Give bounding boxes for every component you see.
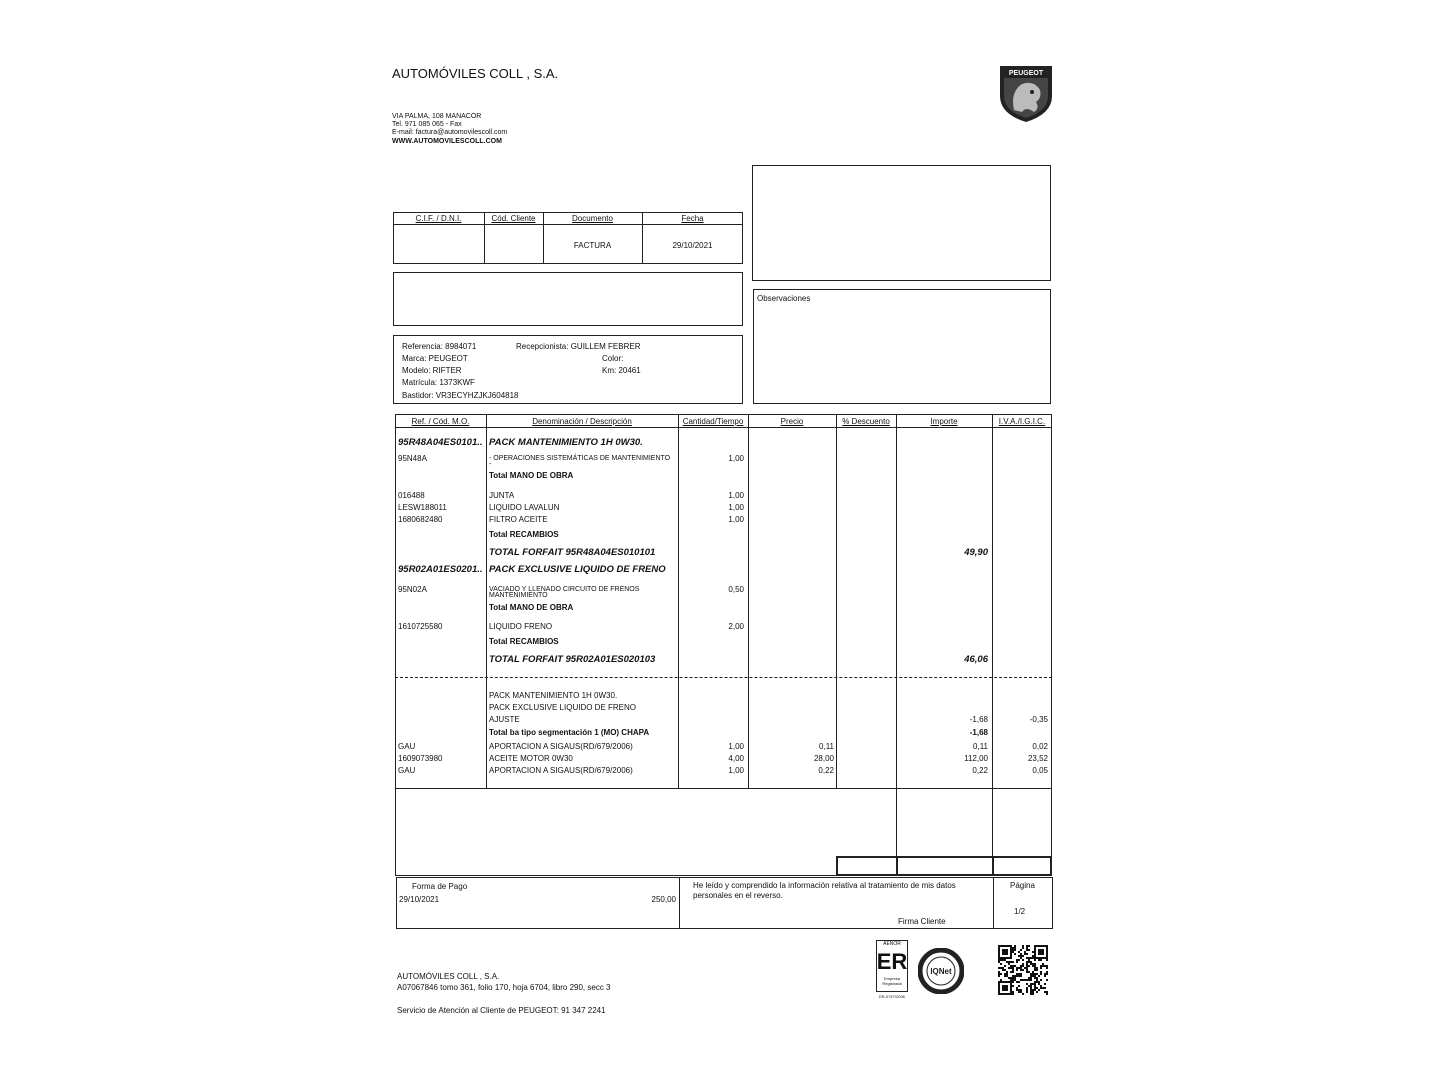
vehicle-km: Km: 20461	[602, 366, 641, 375]
qr-code-icon	[998, 945, 1048, 995]
cell-desc: APORTACION A SIGAUS(RD/679/2006)	[489, 742, 633, 751]
cell-desc: - OPERACIONES SISTEMÁTICAS DE MANTENIMIENTO	[489, 455, 671, 462]
cliente-label: Cód. Cliente	[491, 214, 536, 223]
company-address: VIA PALMA, 108 MANACOR	[392, 113, 482, 120]
cell-qty: 1,00	[728, 491, 744, 500]
fecha-label: Fecha	[681, 214, 704, 223]
payment-date: 29/10/2021	[399, 895, 440, 904]
company-tel: Tel. 971 085 065 - Fax	[392, 121, 462, 128]
company-name: AUTOMÓVILES COLL , S.A.	[392, 66, 559, 81]
cell-desc-line2: -	[489, 461, 492, 468]
documento-value: FACTURA	[573, 241, 612, 250]
cell-ref: 1680682480	[398, 515, 443, 524]
cell-importe: -1,68	[969, 728, 988, 737]
cell-desc: Total ba tipo segmentación 1 (MO) CHAPA	[489, 728, 650, 737]
cell-desc: PACK MANTENIMIENTO 1H 0W30.	[489, 437, 643, 448]
cell-ref: 95R48A04ES0101..	[398, 437, 483, 448]
peugeot-lion-logo	[996, 62, 1056, 124]
aenor-cert-icon: AENOR ER Empresa Registrada ER-0747/2006	[876, 941, 908, 999]
address-box	[752, 165, 1051, 281]
totals-row	[836, 856, 1052, 876]
cell-iva: -0,35	[1029, 715, 1048, 724]
observaciones-box	[753, 289, 1051, 404]
observaciones-label: Observaciones	[757, 294, 811, 303]
logo-brand: PEUGEOT	[1008, 70, 1044, 77]
payment-amount: 250,00	[651, 895, 676, 904]
client-box	[393, 272, 743, 326]
cell-desc: ACEITE MOTOR 0W30	[489, 754, 573, 763]
cell-qty: 1,00	[728, 766, 744, 775]
cell-desc: Total RECAMBIOS	[489, 530, 559, 539]
cell-ref: 1610725580	[398, 622, 443, 631]
privacy-text: He leído y comprendido la información relativa al tratamiento de mis datos	[693, 881, 956, 890]
cell-precio: 0,22	[818, 766, 834, 775]
section-divider	[395, 677, 1052, 678]
pagina-value: 1/2	[1014, 907, 1026, 916]
col-importe: Importe	[930, 417, 958, 426]
cell-ref: 95R02A01ES0201..	[398, 564, 483, 575]
cell-importe: 0,22	[972, 766, 988, 775]
cell-desc: APORTACION A SIGAUS(RD/679/2006)	[489, 766, 633, 775]
vehicle-matricula: Matrícula: 1373KWF	[402, 378, 475, 387]
footer-registry: A07067846 tomo 361, folio 170, hoja 6704, libro 290, secc 3	[397, 983, 611, 992]
col-iva: I.V.A./I.G.I.C.	[998, 417, 1046, 426]
cell-desc: Total MANO DE OBRA	[489, 471, 574, 480]
cell-desc: PACK EXCLUSIVE LIQUIDO DE FRENO	[489, 564, 666, 575]
cif-label: C.I.F. / D.N.I.	[415, 214, 462, 223]
company-web: WWW.AUTOMOVILESCOLL.COM	[392, 138, 502, 145]
col-qty: Cantidad/Tiempo	[682, 417, 744, 426]
payment-label: Forma de Pago	[412, 882, 468, 891]
col-descuento: % Descuento	[842, 417, 890, 426]
cell-ref: 016488	[398, 491, 425, 500]
cell-precio: 28,00	[813, 754, 834, 763]
cell-importe: 46,06	[964, 654, 988, 665]
cell-desc: Total RECAMBIOS	[489, 637, 559, 646]
vehicle-marca: Marca: PEUGEOT	[402, 354, 468, 363]
cell-qty: 4,00	[728, 754, 744, 763]
cell-ref: 95N48A	[398, 454, 427, 463]
cell-desc: TOTAL FORFAIT 95R02A01ES020103	[489, 654, 656, 665]
footer-service: Servicio de Atención al Cliente de PEUGEOT: 91 347 2241	[397, 1006, 606, 1015]
col-ref: Ref. / Cód. M.O.	[411, 417, 470, 426]
cell-importe: 49,90	[964, 547, 988, 558]
cell-iva: 0,02	[1032, 742, 1048, 751]
cell-ref: GAU	[398, 742, 416, 751]
cell-desc: Total MANO DE OBRA	[489, 603, 574, 612]
cell-desc: VACIADO Y LLENADO CIRCUITO DE FRENOS	[489, 586, 640, 593]
cell-importe: 112,00	[964, 754, 988, 763]
company-email: E-mail: factura@automovilescoll.com	[392, 129, 508, 136]
pagina-label: Página	[1010, 881, 1035, 890]
iqnet-cert-icon	[918, 948, 964, 994]
vehicle-color: Color:	[602, 354, 624, 363]
cell-ref: 95N02A	[398, 585, 427, 594]
cell-ref: GAU	[398, 766, 416, 775]
vehicle-bastidor: Bastidor: VR3ECYHZJKJ604818	[402, 391, 519, 400]
firma-label: Firma Cliente	[898, 917, 946, 926]
cell-desc: LIQUIDO FRENO	[489, 622, 553, 631]
vehicle-modelo: Modelo: RIFTER	[402, 366, 462, 375]
cell-qty: 2,00	[728, 622, 744, 631]
col-desc: Denominación / Descripción	[532, 417, 632, 426]
cell-desc: AJUSTE	[489, 715, 520, 724]
cell-desc: FILTRO ACEITE	[489, 515, 548, 524]
vehicle-referencia: Referencia: 8984071	[402, 342, 477, 351]
cell-desc: PACK EXCLUSIVE LIQUIDO DE FRENO	[489, 703, 636, 712]
cell-qty: 0,50	[728, 585, 744, 594]
vehicle-recepcionista: Recepcionista: GUILLEM FEBRER	[516, 342, 641, 351]
cell-desc: TOTAL FORFAIT 95R48A04ES010101	[489, 547, 656, 558]
cell-importe: -1,68	[969, 715, 988, 724]
svg-text:IQNet: IQNet	[930, 967, 952, 976]
documento-label: Documento	[572, 214, 613, 223]
cell-importe: 0,11	[973, 742, 988, 751]
cell-qty: 1,00	[728, 742, 744, 751]
cell-qty: 1,00	[728, 454, 744, 463]
cell-ref: 1609073980	[398, 754, 443, 763]
fecha-value: 29/10/2021	[672, 241, 713, 250]
cell-desc: LIQUIDO LAVALUN	[489, 503, 560, 512]
cell-precio: 0,11	[819, 742, 834, 751]
cell-desc: JUNTA	[489, 491, 515, 500]
cell-qty: 1,00	[728, 503, 744, 512]
cell-desc-line2: MANTENIMIENTO	[489, 592, 548, 599]
cell-desc: PACK MANTENIMIENTO 1H 0W30.	[489, 691, 618, 700]
col-precio: Precio	[780, 417, 804, 426]
cell-iva: 0,05	[1032, 766, 1048, 775]
cell-iva: 23,52	[1027, 754, 1048, 763]
privacy-text-2: personales en el reverso.	[693, 891, 783, 900]
footer-name: AUTOMÓVILES COLL , S.A.	[397, 972, 500, 981]
cell-ref: LESW188011	[398, 503, 447, 512]
cell-qty: 1,00	[728, 515, 744, 524]
